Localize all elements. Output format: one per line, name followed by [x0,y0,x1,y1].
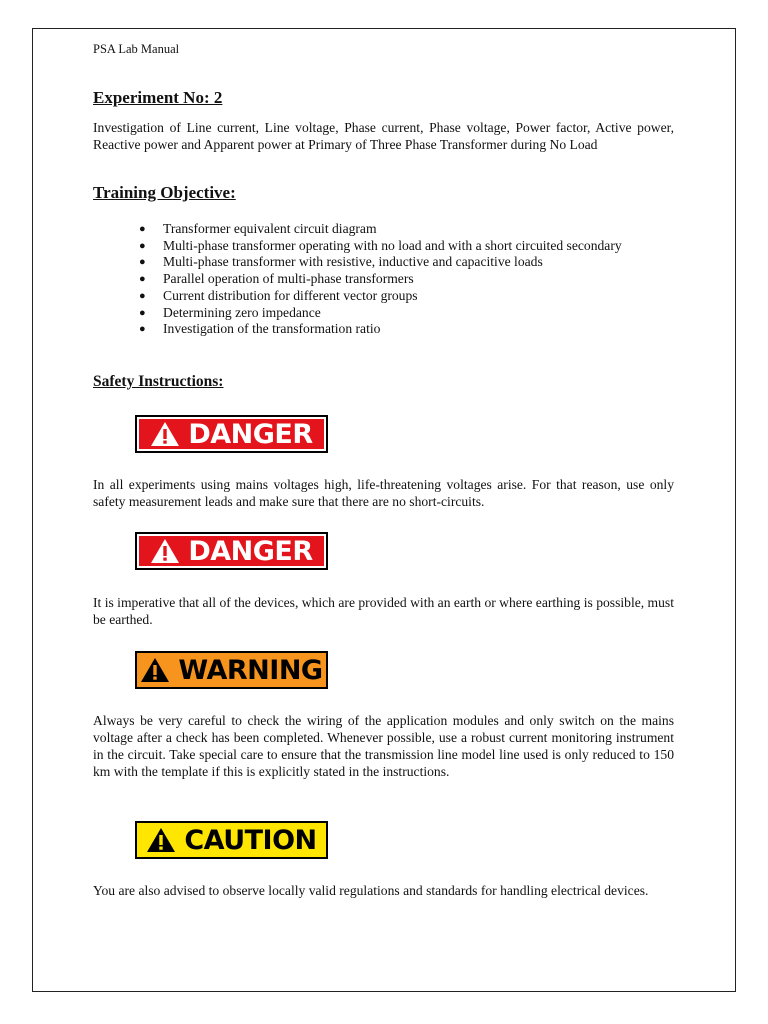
warning-triangle-icon [150,420,180,448]
bullet-icon: ● [139,273,146,286]
bullet-icon: ● [139,323,146,336]
caution-sign [135,821,328,859]
bullet-icon: ● [139,223,146,235]
warning-triangle-icon [150,537,180,565]
experiment-title: Experiment No: 2 [93,88,223,107]
list-item: ● Investigation of the transformation ratio [139,321,381,337]
training-objective-list [93,221,674,338]
warning-triangle-icon [140,656,170,684]
danger-sign [135,532,328,570]
warning-sign [135,651,328,689]
warning-sign-label: WARNING [178,654,323,686]
list-item: ● Multi-phase transformer with resistive, inductive and capacitive loads [139,254,543,270]
bullet-icon: ● [139,289,146,302]
safety-paragraph: Always be very careful to check the wiring of the application modules and only switch on the mains voltage after a check has been completed. Whenever possible, use a robust current monitoring instrument in the circuit. Take special care to ensure that the transmission line model line used is only reduced to 150 km with the template if this is explicitly stated in the instructions. [93,713,674,779]
safety-paragraph: It is imperative that all of the devices, which are provided with an earth or where earthing is possible, must be earthed. [93,595,674,627]
danger-sign-label: DANGER [188,418,313,450]
bullet-icon: ● [139,239,146,252]
experiment-description: Investigation of Line current, Line voltage, Phase current, Phase voltage, Power factor, Active power, Reactive power and Apparent power at Primary of Three Phase Transformer during No Load [93,120,674,152]
list-item: ● Multi-phase transformer operating with no load and with a short circuited secondary [139,237,622,253]
caution-sign-label: CAUTION [184,824,317,856]
danger-sign-label: DANGER [188,535,313,567]
list-item: ● Transformer equivalent circuit diagram [139,221,377,236]
bullet-icon: ● [139,306,146,319]
running-header: PSA Lab Manual [93,42,180,56]
list-item: ● Parallel operation of multi-phase transformers [139,271,414,287]
warning-triangle-icon [146,826,176,854]
safety-paragraph: You are also advised to observe locally valid regulations and standards for handling electrical devices. [93,883,649,898]
list-item: ● Current distribution for different vector groups [139,287,418,303]
training-objective-heading: Training Objective: [93,183,236,202]
list-item: ● Determining zero impedance [139,304,321,320]
bullet-icon: ● [139,256,146,269]
safety-instructions-heading: Safety Instructions: [93,373,224,390]
training-objective-list-wrapper [93,221,674,338]
danger-sign [135,415,328,453]
safety-paragraph: In all experiments using mains voltages high, life-threatening voltages arise. For that reason, use only safety measurement leads and make sure that there are no short-circuits. [93,477,674,509]
